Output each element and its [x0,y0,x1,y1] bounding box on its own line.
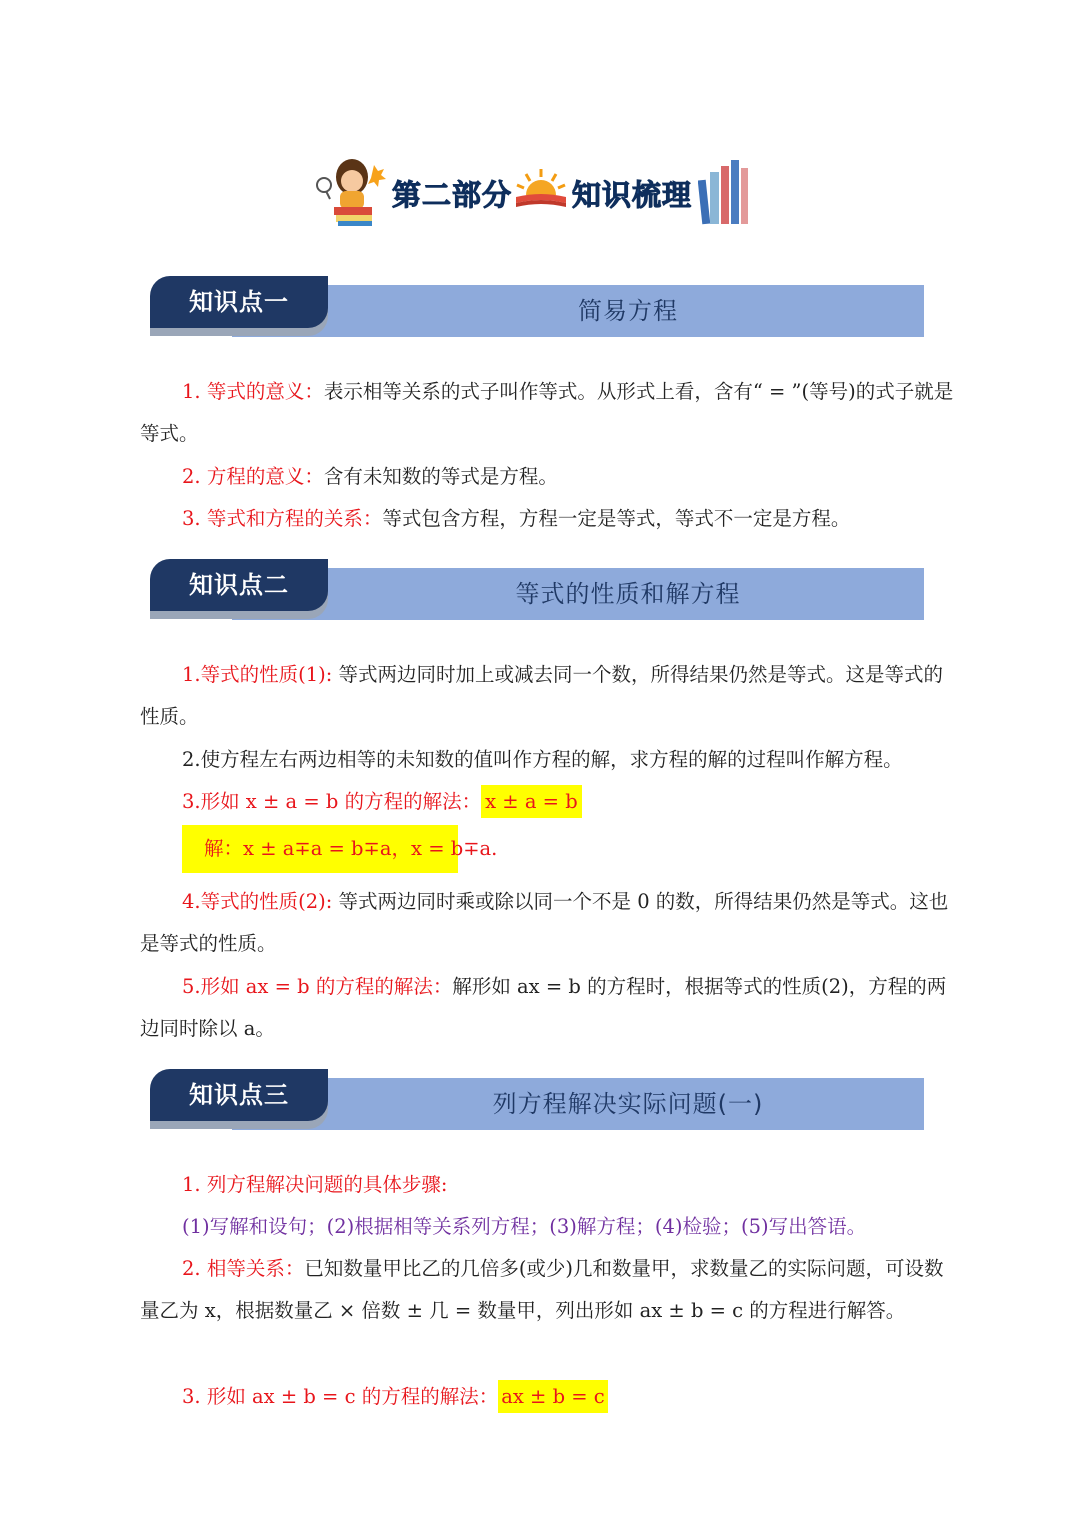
s2-item-6-text: 解形如 ax = b 的方程时，根据等式的性质(2)，方程的两边同时除以 a。 [140,975,947,1040]
section-3-tab-label: 知识点三 [189,1081,289,1109]
s3-steps: (1)写解和设句；(2)根据相等关系列方程；(3)解方程；(4)检验；(5)写出答语。 [182,1215,867,1238]
s2-item-2-text: 2.使方程左右两边相等的未知数的值叫作方程的解，求方程的解的过程叫作解方程。 [182,748,903,771]
books-icon [698,158,750,228]
banner-part-label: 第二部分 [392,178,513,212]
section-3-bar [232,1078,924,1130]
s1-item-2 [140,456,955,498]
s3-item-1-num: 1. [182,1173,201,1196]
s1-item-2-text: 含有未知数的等式是方程。 [323,465,558,488]
s2-item-6 [140,966,955,1050]
banner-title: 知识梳理 [572,178,693,212]
s2-item-5 [140,881,955,965]
s2-item-6-label: 5.形如 ax = b 的方程的解法： [182,975,453,998]
s1-item-3-label: 等式和方程的关系： [206,507,383,530]
s1-item-1-num: 1. [182,380,201,403]
section-3-title: 列方程解决实际问题(一) [492,1090,764,1118]
s3-item-1-label: 列方程解决问题的具体步骤: [206,1173,448,1196]
s3-item-4-highlight: ax ± b = c [498,1380,608,1413]
s2-item-4-highlight: 解：x ± a∓a = b∓a，x = b∓a. [204,837,498,860]
s3-item-1 [140,1164,955,1206]
s3-item-4-label: 形如 ax ± b = c 的方程的解法： [206,1385,499,1408]
s2-item-3-label: 3.形如 x ± a = b 的方程的解法： [182,790,482,813]
s3-item-3-label: 相等关系： [206,1257,305,1280]
sunrise-book-icon [512,165,570,213]
section-2-tab-label: 知识点二 [189,571,289,599]
s2-item-4-highlight-block [182,825,498,873]
s3-item-3-num: 2. [182,1257,201,1280]
section-2-bar [232,568,924,620]
section-1-tab-label: 知识点一 [189,288,289,316]
s1-item-3-text: 等式包含方程，方程一定是等式，等式不一定是方程。 [382,507,851,530]
s2-item-1 [140,654,955,738]
s2-item-2 [140,739,970,781]
s3-item-4-num: 3. [182,1385,201,1408]
s1-item-2-label: 方程的意义： [206,465,324,488]
s3-item-2 [140,1206,955,1248]
s2-item-3-highlight: x ± a = b [481,785,582,818]
s1-item-2-num: 2. [182,465,201,488]
s2-item-5-text: 等式两边同时乘或除以同一个不是 0 的数，所得结果仍然是等式。这也是等式的性质。 [140,890,949,955]
s3-item-3 [140,1248,955,1332]
girl-reading-illustration [312,155,390,227]
s1-item-1 [140,371,955,455]
section-2-title: 等式的性质和解方程 [515,580,741,608]
s3-item-4 [140,1376,955,1418]
section-3-tab [150,1069,328,1121]
s3-item-3-text: 已知数量甲比乙的几倍多(或少)几和数量甲，求数量乙的实际问题，可设数量乙为 x，根据数量乙 × 倍数 ± 几 = 数量甲，列出形如 ax ± b = c 的方程进行解答。 [140,1257,944,1322]
s1-item-3-num: 3. [182,507,201,530]
s1-item-1-text: 表示相等关系的式子叫作等式。从形式上看，含有“ = ”(等号)的式子就是等式。 [140,380,954,445]
s1-item-1-label: 等式的意义： [206,380,324,403]
section-1-bar [232,285,924,337]
s2-item-5-label: 4.等式的性质(2): [182,890,333,913]
section-1-tab [150,276,328,328]
s2-item-1-label: 1.等式的性质(1): [182,663,333,686]
s2-item-3 [140,781,955,823]
section-1-title: 简易方程 [578,297,678,325]
s1-item-3 [140,498,955,540]
section-2-tab [150,559,328,611]
s2-item-1-text: 等式两边同时加上或减去同一个数，所得结果仍然是等式。这是等式的性质。 [140,663,943,728]
